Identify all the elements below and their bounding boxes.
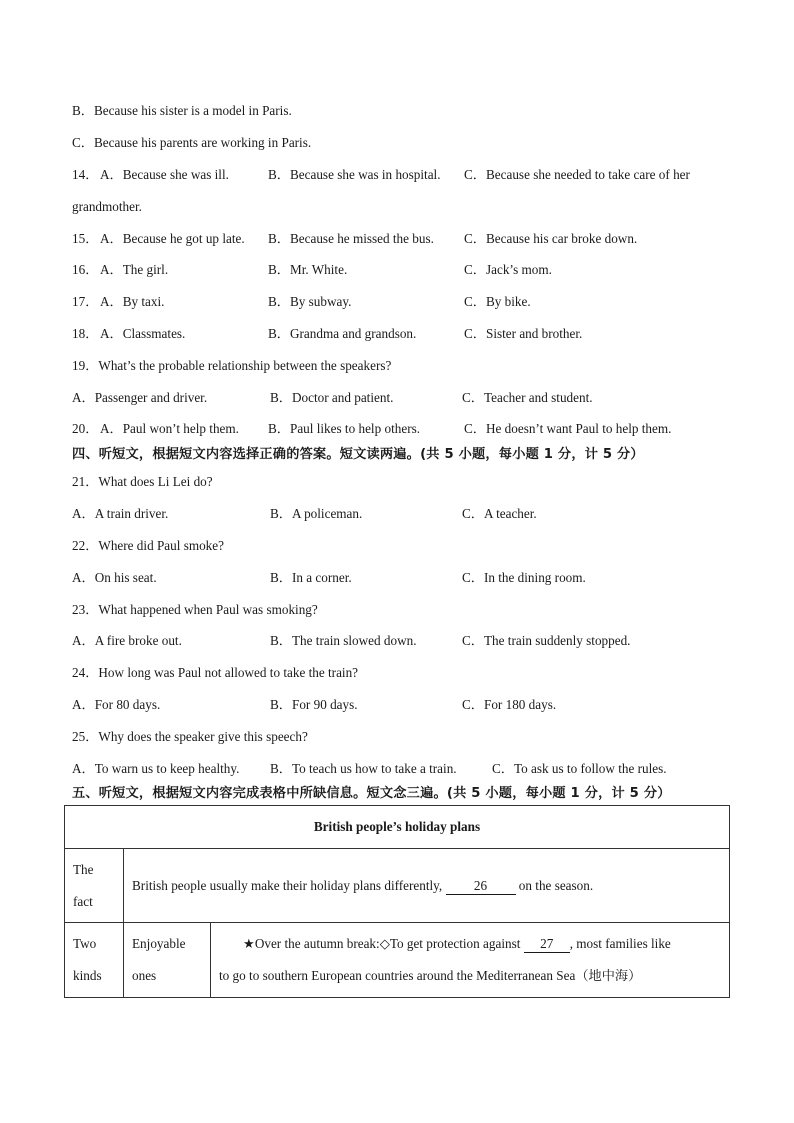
option-21-a: A．A train driver. — [72, 506, 169, 521]
option-23-b: B．The train slowed down. — [270, 633, 417, 648]
question-21: 21．What does Li Lei do? — [72, 474, 213, 489]
option-17-c: C．By bike. — [464, 294, 531, 309]
question-20-number: 20． — [72, 421, 99, 436]
option-22-a: A．On his seat. — [72, 570, 157, 585]
option-23-a: A．A fire broke out. — [72, 633, 182, 648]
row-label-line-2: fact — [73, 893, 93, 909]
question-23: 23．What happened when Paul was smoking? — [72, 602, 318, 617]
row-label-line-1: Two — [73, 936, 97, 951]
option-24-a: A．For 80 days. — [72, 697, 161, 712]
enjoyable-text: ★Over the autumn break:◇To get protection against — [243, 936, 521, 951]
row-label-line-1: The — [73, 861, 94, 877]
sub-label-line-1: Enjoyable — [132, 936, 186, 951]
row-label-line-2: kinds — [73, 968, 102, 983]
question-22: 22．Where did Paul smoke? — [72, 538, 224, 553]
section-5-heading: 五、听短文，根据短文内容完成表格中所缺信息。短文念三遍。(共 5 小题，每小题 1 分，计 5 分） — [72, 786, 671, 801]
option-20-c: C．He doesn’t want Paul to help them. — [464, 421, 672, 436]
option-15-c: C．Because his car broke down. — [464, 231, 638, 246]
fact-cell — [124, 849, 730, 923]
fact-text-end: on the season. — [518, 877, 594, 893]
question-18-number: 18． — [72, 326, 99, 341]
option-22-b: B．In a corner. — [270, 570, 352, 585]
option-19-b: B．Doctor and patient. — [270, 390, 394, 405]
question-16-number: 16． — [72, 262, 99, 277]
question-17-number: 17． — [72, 294, 99, 309]
option-21-c: C．A teacher. — [462, 506, 537, 521]
option-24-b: B．For 90 days. — [270, 697, 358, 712]
option-18-a: A．Classmates. — [100, 326, 186, 341]
blank-26[interactable]: 26 — [446, 878, 516, 895]
sub-label-enjoyable — [124, 923, 211, 998]
option-17-a: A．By taxi. — [100, 294, 165, 309]
table-title: British people’s holiday plans — [65, 806, 730, 849]
option-20-b: B．Paul likes to help others. — [268, 421, 421, 436]
option-25-b: B．To teach us how to take a train. — [270, 761, 457, 776]
option-16-c: C．Jack’s mom. — [464, 262, 552, 277]
enjoyable-text-line2: to go to southern European countries around the Mediterranean Sea（地中海） — [219, 968, 642, 983]
option-25-a: A．To warn us to keep healthy. — [72, 761, 240, 776]
row-label-two-kinds — [65, 923, 124, 998]
option-20-a: A．Paul won’t help them. — [100, 421, 239, 436]
option-23-c: C．The train suddenly stopped. — [462, 633, 631, 648]
option-15-a: A．Because he got up late. — [100, 231, 245, 246]
option-18-b: B．Grandma and grandson. — [268, 326, 417, 341]
option-21-b: B．A policeman. — [270, 506, 363, 521]
option-15-b: B．Because he missed the bus. — [268, 231, 434, 246]
option-14-c-continued: grandmother. — [72, 199, 142, 214]
question-25: 25．Why does the speaker give this speech? — [72, 729, 308, 744]
option-17-b: B．By subway. — [268, 294, 352, 309]
row-label-the-fact — [65, 849, 124, 923]
option-19-a: A．Passenger and driver. — [72, 390, 208, 405]
option-19-c: C．Teacher and student. — [462, 390, 593, 405]
option-16-b: B．Mr. White. — [268, 262, 348, 277]
enjoyable-cell — [211, 923, 730, 998]
option-24-c: C．For 180 days. — [462, 697, 557, 712]
question-15-number: 15． — [72, 231, 99, 246]
option-16-a: A．The girl. — [100, 262, 169, 277]
blank-27[interactable]: 27 — [524, 936, 570, 953]
option-18-c: C．Sister and brother. — [464, 326, 583, 341]
fact-text: British people usually make their holiday plans differently, — [132, 877, 443, 893]
section-4-heading: 四、听短文，根据短文内容选择正确的答案。短文读两遍。(共 5 小题，每小题 1 分，计 5 分） — [72, 447, 644, 462]
question-19: 19．What’s the probable relationship between the speakers? — [72, 358, 392, 373]
question-24: 24．How long was Paul not allowed to take the train? — [72, 665, 359, 680]
option-13-b: B．Because his sister is a model in Paris. — [72, 103, 292, 118]
sub-label-line-2: ones — [132, 968, 157, 983]
holiday-plans-table — [64, 805, 730, 998]
question-14-number: 14． — [72, 167, 99, 182]
option-13-c: C．Because his parents are working in Paris. — [72, 135, 312, 150]
option-14-b: B．Because she was in hospital. — [268, 167, 441, 182]
option-22-c: C．In the dining room. — [462, 570, 586, 585]
enjoyable-text-end: , most families like — [569, 936, 671, 951]
option-14-c: C．Because she needed to take care of her — [464, 167, 690, 182]
option-14-a: A．Because she was ill. — [100, 167, 229, 182]
option-25-c: C．To ask us to follow the rules. — [492, 761, 667, 776]
